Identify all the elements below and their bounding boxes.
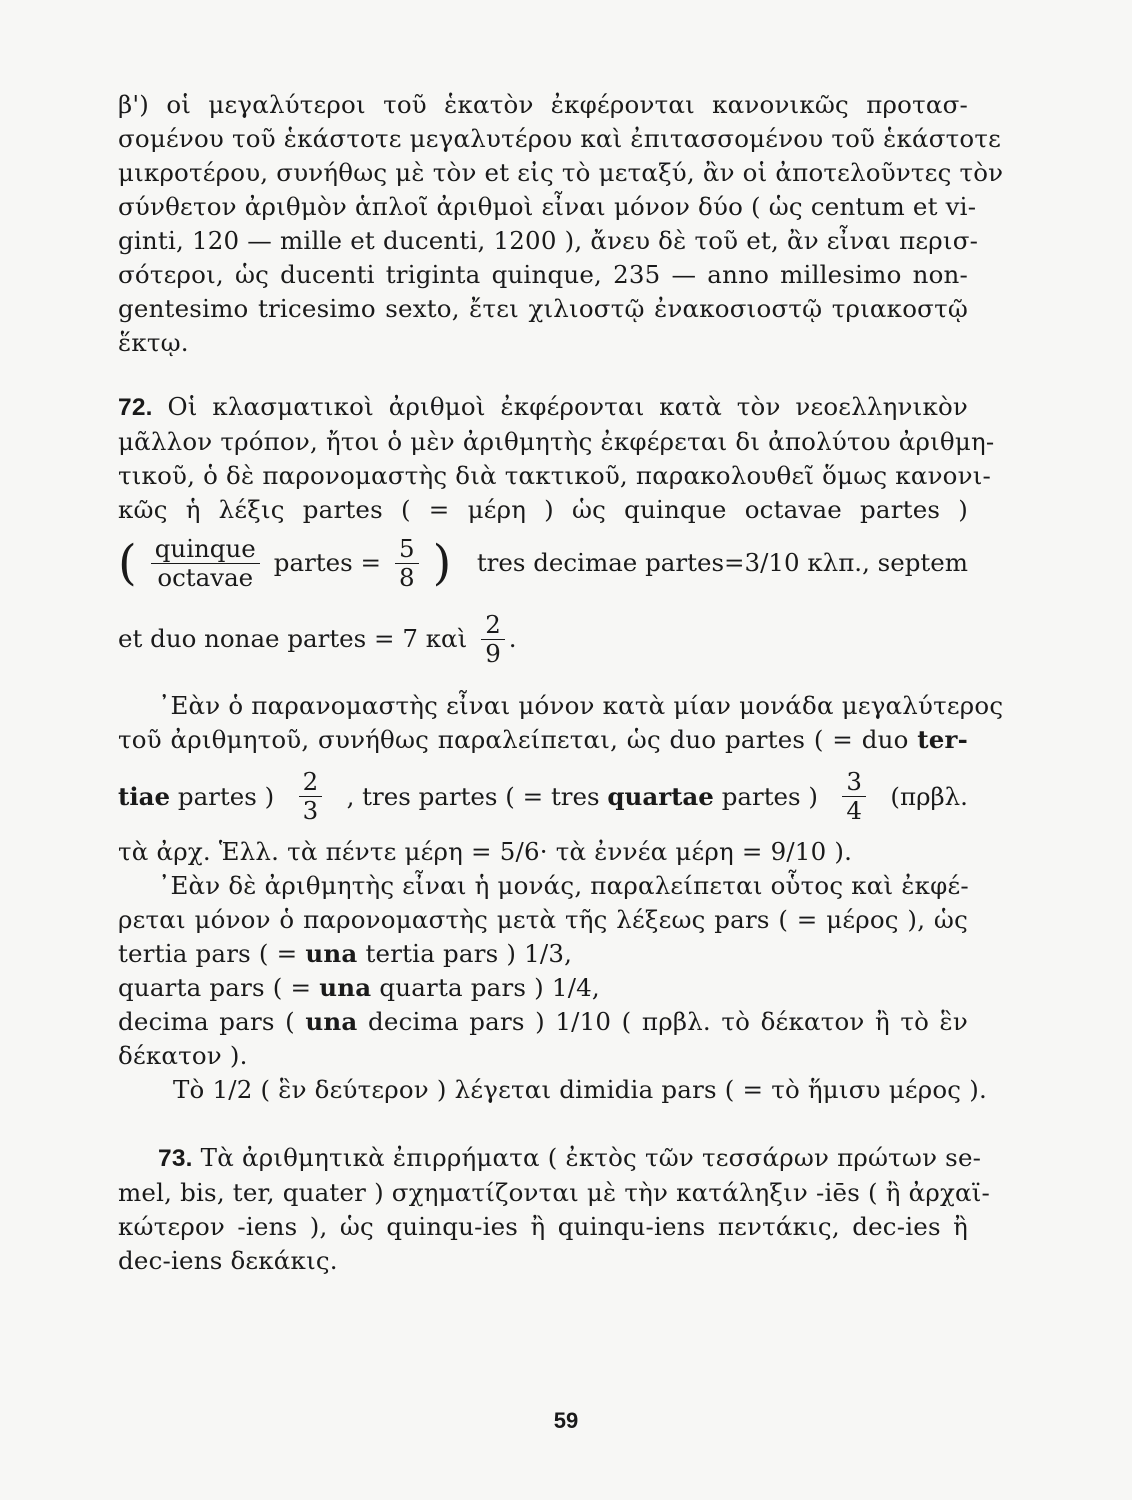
text-span: Οἱ κλασματικοὶ ἀριθμοὶ ἐκφέρονται κατὰ τὸν νεοελληνικὸν bbox=[167, 392, 968, 421]
page-number: 59 bbox=[553, 1408, 579, 1433]
text-line bbox=[118, 390, 968, 425]
text-span: partes = bbox=[273, 548, 382, 577]
text-line: ᾿Εὰν δὲ ἀριθμητὴς εἶναι ἡ μονάς, παραλείπεται οὗτος καὶ ἐκφέ- bbox=[158, 871, 969, 900]
fraction-denominator: 9 bbox=[485, 638, 501, 668]
bold-span: quartae bbox=[607, 781, 714, 811]
text-line: σύνθετον ἀριθμὸν ἁπλοῖ ἀριθμοὶ εἶναι μόνον δύο ( ὡς centum et vi- bbox=[118, 192, 977, 221]
text-line: dec-iens δεκάκις. bbox=[118, 1246, 338, 1275]
text-line: τικοῦ, ὁ δὲ παρονομαστὴς διὰ τακτικοῦ, παρακολουθεῖ ὅμως κανονι- bbox=[118, 461, 991, 490]
fraction-numerator: 5 bbox=[395, 535, 419, 564]
close-paren: ) bbox=[432, 535, 452, 591]
section-72 bbox=[118, 390, 995, 679]
text-span: tertia pars ( = bbox=[118, 939, 298, 968]
bold-span: ter- bbox=[917, 725, 968, 754]
text-span: decima pars ( bbox=[118, 1007, 295, 1036]
bold-span: una bbox=[305, 939, 358, 968]
text-line: κῶς ἡ λέξις partes ( = μέρη ) ὡς quinque octavae partes ) bbox=[118, 495, 968, 524]
paragraph-ean-1 bbox=[118, 689, 1004, 869]
bold-span: tiae bbox=[118, 781, 171, 811]
page-body bbox=[118, 88, 1004, 1278]
numeric-fraction bbox=[842, 768, 866, 825]
text-line bbox=[118, 971, 968, 1005]
paragraph-beta bbox=[118, 88, 1004, 360]
text-span: decima pars ) 1/10 ( πρβλ. τὸ δέκατον ἢ τὸ ἓν bbox=[368, 1007, 968, 1036]
text-line: μᾶλλον τρόπον, ἤτοι ὁ μὲν ἀριθμητὴς ἐκφέρεται δι ἀπολύτου ἀριθμη- bbox=[118, 427, 995, 456]
text-line: gentesimo tricesimo sexto, ἔτει χιλιοστῷ ἐνακοσιοστῷ τριακοστῷ bbox=[118, 294, 968, 323]
text-line bbox=[118, 1141, 982, 1176]
section-number: 72. bbox=[118, 394, 153, 421]
text-line: mel, bis, ter, quater ) σχηματίζονται μὲ τὴν κατάληξιν -iēs ( ἢ ἀρχαϊ- bbox=[118, 1178, 991, 1207]
fraction-denominator: 3 bbox=[302, 795, 319, 825]
text-line: Τὸ 1/2 ( ἓν δεύτερον ) λέγεται dimidia pars ( = τὸ ἥμισυ μέρος ). bbox=[173, 1075, 987, 1104]
fraction-denominator: octavae bbox=[157, 562, 254, 592]
fraction-numerator: 3 bbox=[842, 768, 866, 797]
text-span: tres decimae partes=3/10 κλπ., septem bbox=[476, 548, 968, 577]
numeric-fraction bbox=[395, 535, 419, 592]
text-line: ἕκτῳ. bbox=[118, 328, 189, 357]
numeric-fraction bbox=[481, 611, 505, 668]
text-span: . bbox=[508, 624, 517, 653]
text-line: κώτερον -iens ), ὡς quinqu-ies ἢ quinqu-iens πεντάκις, dec-ies ἢ bbox=[118, 1212, 968, 1241]
fraction-numerator: 2 bbox=[299, 768, 323, 797]
text-line: ginti, 120 — mille et ducenti, 1200 ), ἄνευ δὲ τοῦ et, ἂν εἶναι περισ- bbox=[118, 226, 979, 255]
open-paren: ( bbox=[118, 535, 137, 591]
text-line bbox=[118, 1005, 968, 1039]
section-number: 73. bbox=[158, 1145, 193, 1172]
fraction-line bbox=[118, 599, 968, 679]
text-span: quarta pars ( = bbox=[118, 973, 312, 1002]
text-line bbox=[118, 937, 968, 971]
text-span: , tres partes ( = tres bbox=[346, 781, 600, 811]
text-span: Τὰ ἀριθμητικὰ ἐπιρρήματα ( ἐκτὸς τῶν τεσσάρων πρώτων se- bbox=[200, 1143, 982, 1172]
paragraph-ean-2 bbox=[118, 869, 987, 1107]
text-line: ρεται μόνον ὁ παρονομαστὴς μετὰ τῆς λέξεως pars ( = μέρος ), ὡς bbox=[118, 905, 968, 934]
text-line: β') οἱ μεγαλύτεροι τοῦ ἑκατὸν ἐκφέρονται κανονικῶς προτασ- bbox=[118, 90, 968, 119]
numeric-fraction bbox=[299, 768, 323, 825]
text-line bbox=[118, 723, 968, 757]
text-line: ᾿Εὰν ὁ παρανομαστὴς εἶναι μόνον κατὰ μίαν μονάδα μεγαλύτερος bbox=[158, 691, 1004, 720]
fraction-denominator: 8 bbox=[399, 562, 415, 592]
text-line: τὰ ἀρχ. Ἑλλ. τὰ πέντε μέρη = 5/6· τὰ ἐννέα μέρη = 9/10 ). bbox=[118, 837, 853, 866]
fraction-numerator: 2 bbox=[481, 611, 505, 640]
fraction-numerator: quinque bbox=[151, 535, 260, 564]
text-span: (πρβλ. bbox=[890, 781, 968, 811]
fraction-denominator: 4 bbox=[846, 795, 862, 825]
text-span: tertia pars ) 1/3, bbox=[365, 939, 573, 968]
bold-span: una bbox=[319, 973, 372, 1002]
text-span: quarta pars ) 1/4, bbox=[379, 973, 600, 1002]
text-line: μικροτέρου, συνήθως μὲ τὸν et εἰς τὸ μεταξύ, ἂν οἱ ἀποτελοῦντες τὸν bbox=[118, 158, 1004, 187]
fraction-line bbox=[118, 757, 968, 835]
text-line: δέκατον ). bbox=[118, 1041, 248, 1070]
bold-span: una bbox=[305, 1007, 358, 1036]
text-line: σότεροι, ὡς ducenti triginta quinque, 235 — anno millesimo non- bbox=[118, 260, 968, 289]
text-span: τοῦ ἀριθμητοῦ, συνήθως παραλείπεται, ὡς duo partes ( = duo bbox=[118, 725, 909, 754]
word-fraction bbox=[151, 535, 260, 592]
text-span: et duo nonae partes = 7 καὶ bbox=[118, 624, 468, 653]
section-73 bbox=[118, 1141, 991, 1278]
fraction-line bbox=[118, 527, 968, 599]
text-span: partes ) bbox=[177, 781, 275, 811]
text-line: σομένου τοῦ ἑκάστοτε μεγαλυτέρου καὶ ἐπιτασσομένου τοῦ ἑκάστοτε bbox=[118, 124, 1001, 153]
text-span: partes ) bbox=[721, 781, 818, 811]
